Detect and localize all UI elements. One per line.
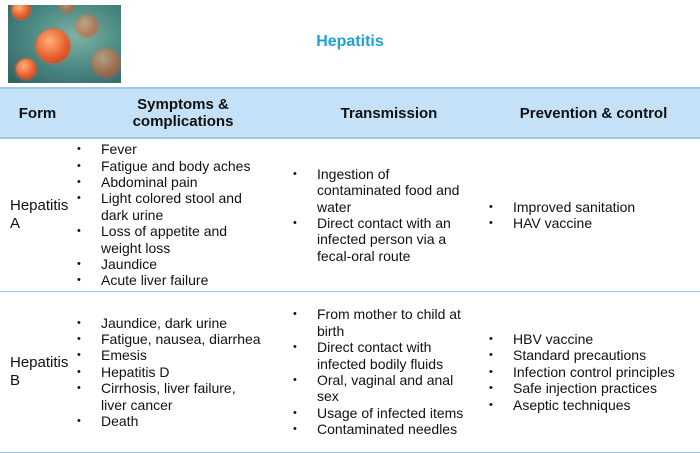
- prevention-cell: [487, 292, 700, 453]
- list-item: • Fatigue and body aches: [75, 158, 265, 174]
- list-item: • HAV vaccine: [487, 215, 700, 231]
- list-item: • Jaundice: [75, 256, 265, 272]
- list-item: • Loss of appetite and weight loss: [75, 223, 265, 256]
- symptoms-cell: [75, 138, 291, 292]
- list-item: • Usage of infected items: [291, 405, 469, 421]
- list-item: • Fever: [75, 141, 265, 157]
- list-item: • Abdominal pain: [75, 174, 265, 190]
- list-item: • Standard precautions: [487, 347, 700, 363]
- page-title: Hepatitis: [316, 33, 384, 50]
- list-item: • Hepatitis D: [75, 364, 265, 380]
- form-cell: Hepatitis B: [0, 292, 75, 453]
- list-item: • From mother to child at birth: [291, 306, 469, 339]
- header-form: Form: [0, 88, 75, 138]
- list-item: • HBV vaccine: [487, 331, 700, 347]
- symptoms-cell: [75, 292, 291, 453]
- list-item: • Direct contact with an infected person via a fecal-oral route: [291, 215, 469, 264]
- list-item: • Safe injection practices: [487, 380, 700, 396]
- list-item: • Infection control principles: [487, 364, 700, 380]
- list-item: • Fatigue, nausea, diarrhea: [75, 331, 265, 347]
- list-item: • Emesis: [75, 347, 265, 363]
- transmission-cell: [291, 292, 487, 453]
- prevention-cell: [487, 138, 700, 292]
- header-row: [0, 88, 700, 138]
- transmission-cell: [291, 138, 487, 292]
- list-item: • Direct contact with infected bodily fluids: [291, 339, 469, 372]
- list-item: • Jaundice, dark urine: [75, 315, 265, 331]
- list-item: • Acute liver failure: [75, 272, 265, 288]
- hepatitis-table: [0, 87, 700, 453]
- list-item: • Death: [75, 413, 265, 429]
- table-row: [0, 292, 700, 453]
- list-item: • Cirrhosis, liver failure, liver cancer: [75, 380, 265, 413]
- list-item: • Contaminated needles: [291, 421, 469, 437]
- header-prevention: Prevention & control: [487, 88, 700, 138]
- header-symptoms: Symptoms & complications: [75, 88, 291, 138]
- header-transmission: Transmission: [291, 88, 487, 138]
- list-item: • Light colored stool and dark urine: [75, 190, 265, 223]
- list-item: • Improved sanitation: [487, 199, 700, 215]
- table-row: [0, 138, 700, 292]
- list-item: • Aseptic techniques: [487, 397, 700, 413]
- list-item: • Ingestion of contaminated food and water: [291, 166, 469, 215]
- form-cell: Hepatitis A: [0, 138, 75, 292]
- list-item: • Oral, vaginal and anal sex: [291, 372, 469, 405]
